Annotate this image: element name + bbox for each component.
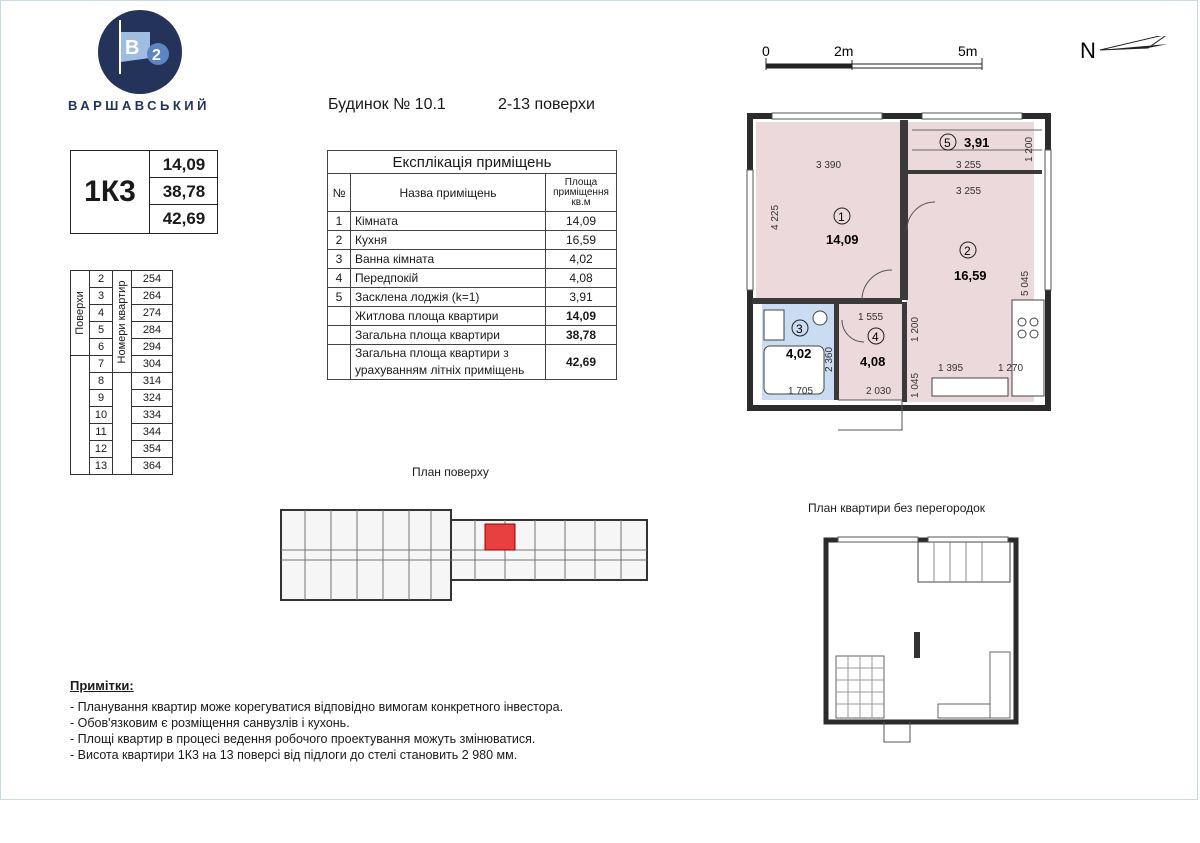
window-top-left xyxy=(772,113,882,119)
logo-letter-b: B xyxy=(125,37,140,59)
apartment-number: 264 xyxy=(132,288,173,305)
room-num: 2 xyxy=(328,231,351,250)
north-label: N xyxy=(1080,38,1096,63)
room-5-area: 3,91 xyxy=(964,135,990,150)
highlighted-apartment xyxy=(485,524,515,550)
plan-no-partitions xyxy=(818,532,1023,777)
apartment-plan xyxy=(742,110,1052,435)
floor-number: 12 xyxy=(90,441,113,458)
scale-label-0: 0 xyxy=(762,43,770,59)
note-item: - Планування квартир може корегуватися відповідно вимогам конкретного інвестора. xyxy=(70,700,564,714)
col-name-header: Назва приміщень xyxy=(351,174,546,212)
floor-number: 2 xyxy=(90,271,113,288)
room-num: 4 xyxy=(328,269,351,288)
room-1-area: 14,09 xyxy=(826,232,859,247)
apartment-number: 254 xyxy=(132,271,173,288)
room-name: Засклена лоджія (k=1) xyxy=(351,288,546,307)
wall-1-2 xyxy=(900,120,908,300)
note-item: - Висота квартири 1К3 на 13 поверсі від підлоги до стелі становить 2 980 мм. xyxy=(70,748,518,762)
house-number: Будинок № 10.1 xyxy=(328,96,446,113)
floor-apartment-table xyxy=(70,270,173,475)
apartment-number: 344 xyxy=(132,424,173,441)
wall-4-2 xyxy=(902,302,907,402)
room-num: 5 xyxy=(328,288,351,307)
logo-flag-icon xyxy=(98,10,182,94)
room-4-area: 4,08 xyxy=(860,354,886,369)
logo xyxy=(98,10,182,94)
total-area: 42,69 xyxy=(546,345,617,380)
dim-2030: 2 030 xyxy=(866,386,892,397)
explication-title: Експлікація приміщень xyxy=(328,151,617,174)
room-row xyxy=(328,288,617,307)
note-item: - Обов'язковим є розміщення санвузлів і кухонь. xyxy=(70,716,350,730)
dim-3255-b: 3 255 xyxy=(956,186,982,197)
apts-label: Номери квартир xyxy=(116,280,128,363)
room-name: Кімната xyxy=(351,212,546,231)
room-area: 14,09 xyxy=(546,212,617,231)
dim-3255-a: 3 255 xyxy=(956,160,982,171)
room-area: 16,59 xyxy=(546,231,617,250)
floors-label-spacer xyxy=(71,356,90,475)
room-5-number: 5 xyxy=(944,136,951,150)
floor-row xyxy=(71,271,173,288)
column xyxy=(914,632,920,658)
floor-number: 11 xyxy=(90,424,113,441)
apartment-number: 274 xyxy=(132,305,173,322)
room-4-number: 4 xyxy=(872,330,879,344)
floor-number: 9 xyxy=(90,390,113,407)
room-2-area: 16,59 xyxy=(954,268,987,283)
room-2-number: 2 xyxy=(964,244,971,258)
apartment-number: 304 xyxy=(132,356,173,373)
room-num: 3 xyxy=(328,250,351,269)
window-right xyxy=(1045,150,1051,290)
logo-letter-2: 2 xyxy=(152,47,161,64)
floor-number: 13 xyxy=(90,458,113,475)
scale-label-2m: 2m xyxy=(834,43,854,59)
apts-label-spacer xyxy=(113,373,132,475)
total-summer-area-value: 42,69 xyxy=(162,209,206,228)
total-name: Загальна площа квартири з урахуванням літніх приміщень xyxy=(351,345,546,380)
apts-label-cell xyxy=(113,271,132,373)
room-name: Кухня xyxy=(351,231,546,250)
floor-number: 7 xyxy=(90,356,113,373)
floor-number: 8 xyxy=(90,373,113,390)
total-area: 14,09 xyxy=(546,307,617,326)
apartment-number: 334 xyxy=(132,407,173,424)
room-row xyxy=(328,269,617,288)
toilet-icon xyxy=(813,311,827,325)
room-1-number: 1 xyxy=(838,210,845,224)
apartment-number: 314 xyxy=(132,373,173,390)
room-area: 3,91 xyxy=(546,288,617,307)
room-num: 1 xyxy=(328,212,351,231)
floor-number: 10 xyxy=(90,407,113,424)
loggia-outline xyxy=(918,542,1010,582)
room-area: 4,08 xyxy=(546,269,617,288)
floors-label-cell xyxy=(71,271,90,356)
room-area: 4,02 xyxy=(546,250,617,269)
dim-4225: 4 225 xyxy=(770,204,781,230)
total-area-value: 38,78 xyxy=(150,178,218,205)
window-left xyxy=(747,170,753,290)
kitchen-counter xyxy=(1012,300,1044,396)
north-arrow-icon xyxy=(1100,36,1168,50)
room-3-number: 3 xyxy=(796,322,803,336)
scale-and-north xyxy=(750,36,1190,86)
total-row xyxy=(328,326,617,345)
floors-range: 2-13 поверхи xyxy=(498,96,595,113)
explication-table xyxy=(327,150,617,380)
apartment-code: 1К3 xyxy=(84,175,136,208)
dim-1200-top: 1 200 xyxy=(1024,136,1035,162)
dim-1270: 1 270 xyxy=(998,363,1024,374)
floor-plan xyxy=(275,496,660,611)
col-num-header: № xyxy=(328,174,351,212)
floor-number: 3 xyxy=(90,288,113,305)
living-area-value: 14,09 xyxy=(150,151,218,178)
room-row xyxy=(328,212,617,231)
apartment-number: 284 xyxy=(132,322,173,339)
floor-plan-block-left xyxy=(281,510,451,600)
apartment-number: 354 xyxy=(132,441,173,458)
room-name: Передпокій xyxy=(351,269,546,288)
dim-1200-mid: 1 200 xyxy=(910,316,921,342)
notes-list xyxy=(70,699,563,763)
notes-title: Примітки: xyxy=(70,678,134,693)
room-row xyxy=(328,250,617,269)
scale-label-5m: 5m xyxy=(958,43,978,59)
note-item: - Площі квартир в процесі ведення робочого проектування можуть змінюватися. xyxy=(70,732,536,746)
room-name: Ванна кімната xyxy=(351,250,546,269)
sink-icon xyxy=(764,310,784,340)
dim-1555: 1 555 xyxy=(858,312,884,323)
brand-name: ВАРШАВСЬКИЙ xyxy=(68,98,210,113)
dim-1395: 1 395 xyxy=(938,363,964,374)
apartment-number: 324 xyxy=(132,390,173,407)
total-name: Загальна площа квартири xyxy=(351,326,546,345)
dim-1045: 1 045 xyxy=(910,372,921,398)
floors-label: Поверхи xyxy=(74,291,86,335)
total-row xyxy=(328,345,617,380)
room-3-area: 4,02 xyxy=(786,346,812,361)
floor-number: 4 xyxy=(90,305,113,322)
wall-1-bottom xyxy=(752,298,902,304)
total-row xyxy=(328,307,617,326)
apartment-number: 364 xyxy=(132,458,173,475)
kitchen-bottom-counter xyxy=(932,378,1008,396)
floor-plan-label: План поверху xyxy=(412,465,489,479)
floor-number: 6 xyxy=(90,339,113,356)
window-top-right xyxy=(922,113,1022,119)
no-partitions-label: План квартири без перегородок xyxy=(808,501,986,515)
apartment-code-box xyxy=(70,150,218,234)
col-area-header: Площа приміщення кв.м xyxy=(546,174,617,212)
floor-number: 5 xyxy=(90,322,113,339)
dim-1705: 1 705 xyxy=(788,386,814,397)
room-row xyxy=(328,231,617,250)
dim-2360: 2 360 xyxy=(824,346,835,372)
dim-5045: 5 045 xyxy=(1020,270,1031,296)
apartment-number: 294 xyxy=(132,339,173,356)
total-name: Житлова площа квартири xyxy=(351,307,546,326)
dim-3390: 3 390 xyxy=(816,160,842,171)
total-area: 38,78 xyxy=(546,326,617,345)
